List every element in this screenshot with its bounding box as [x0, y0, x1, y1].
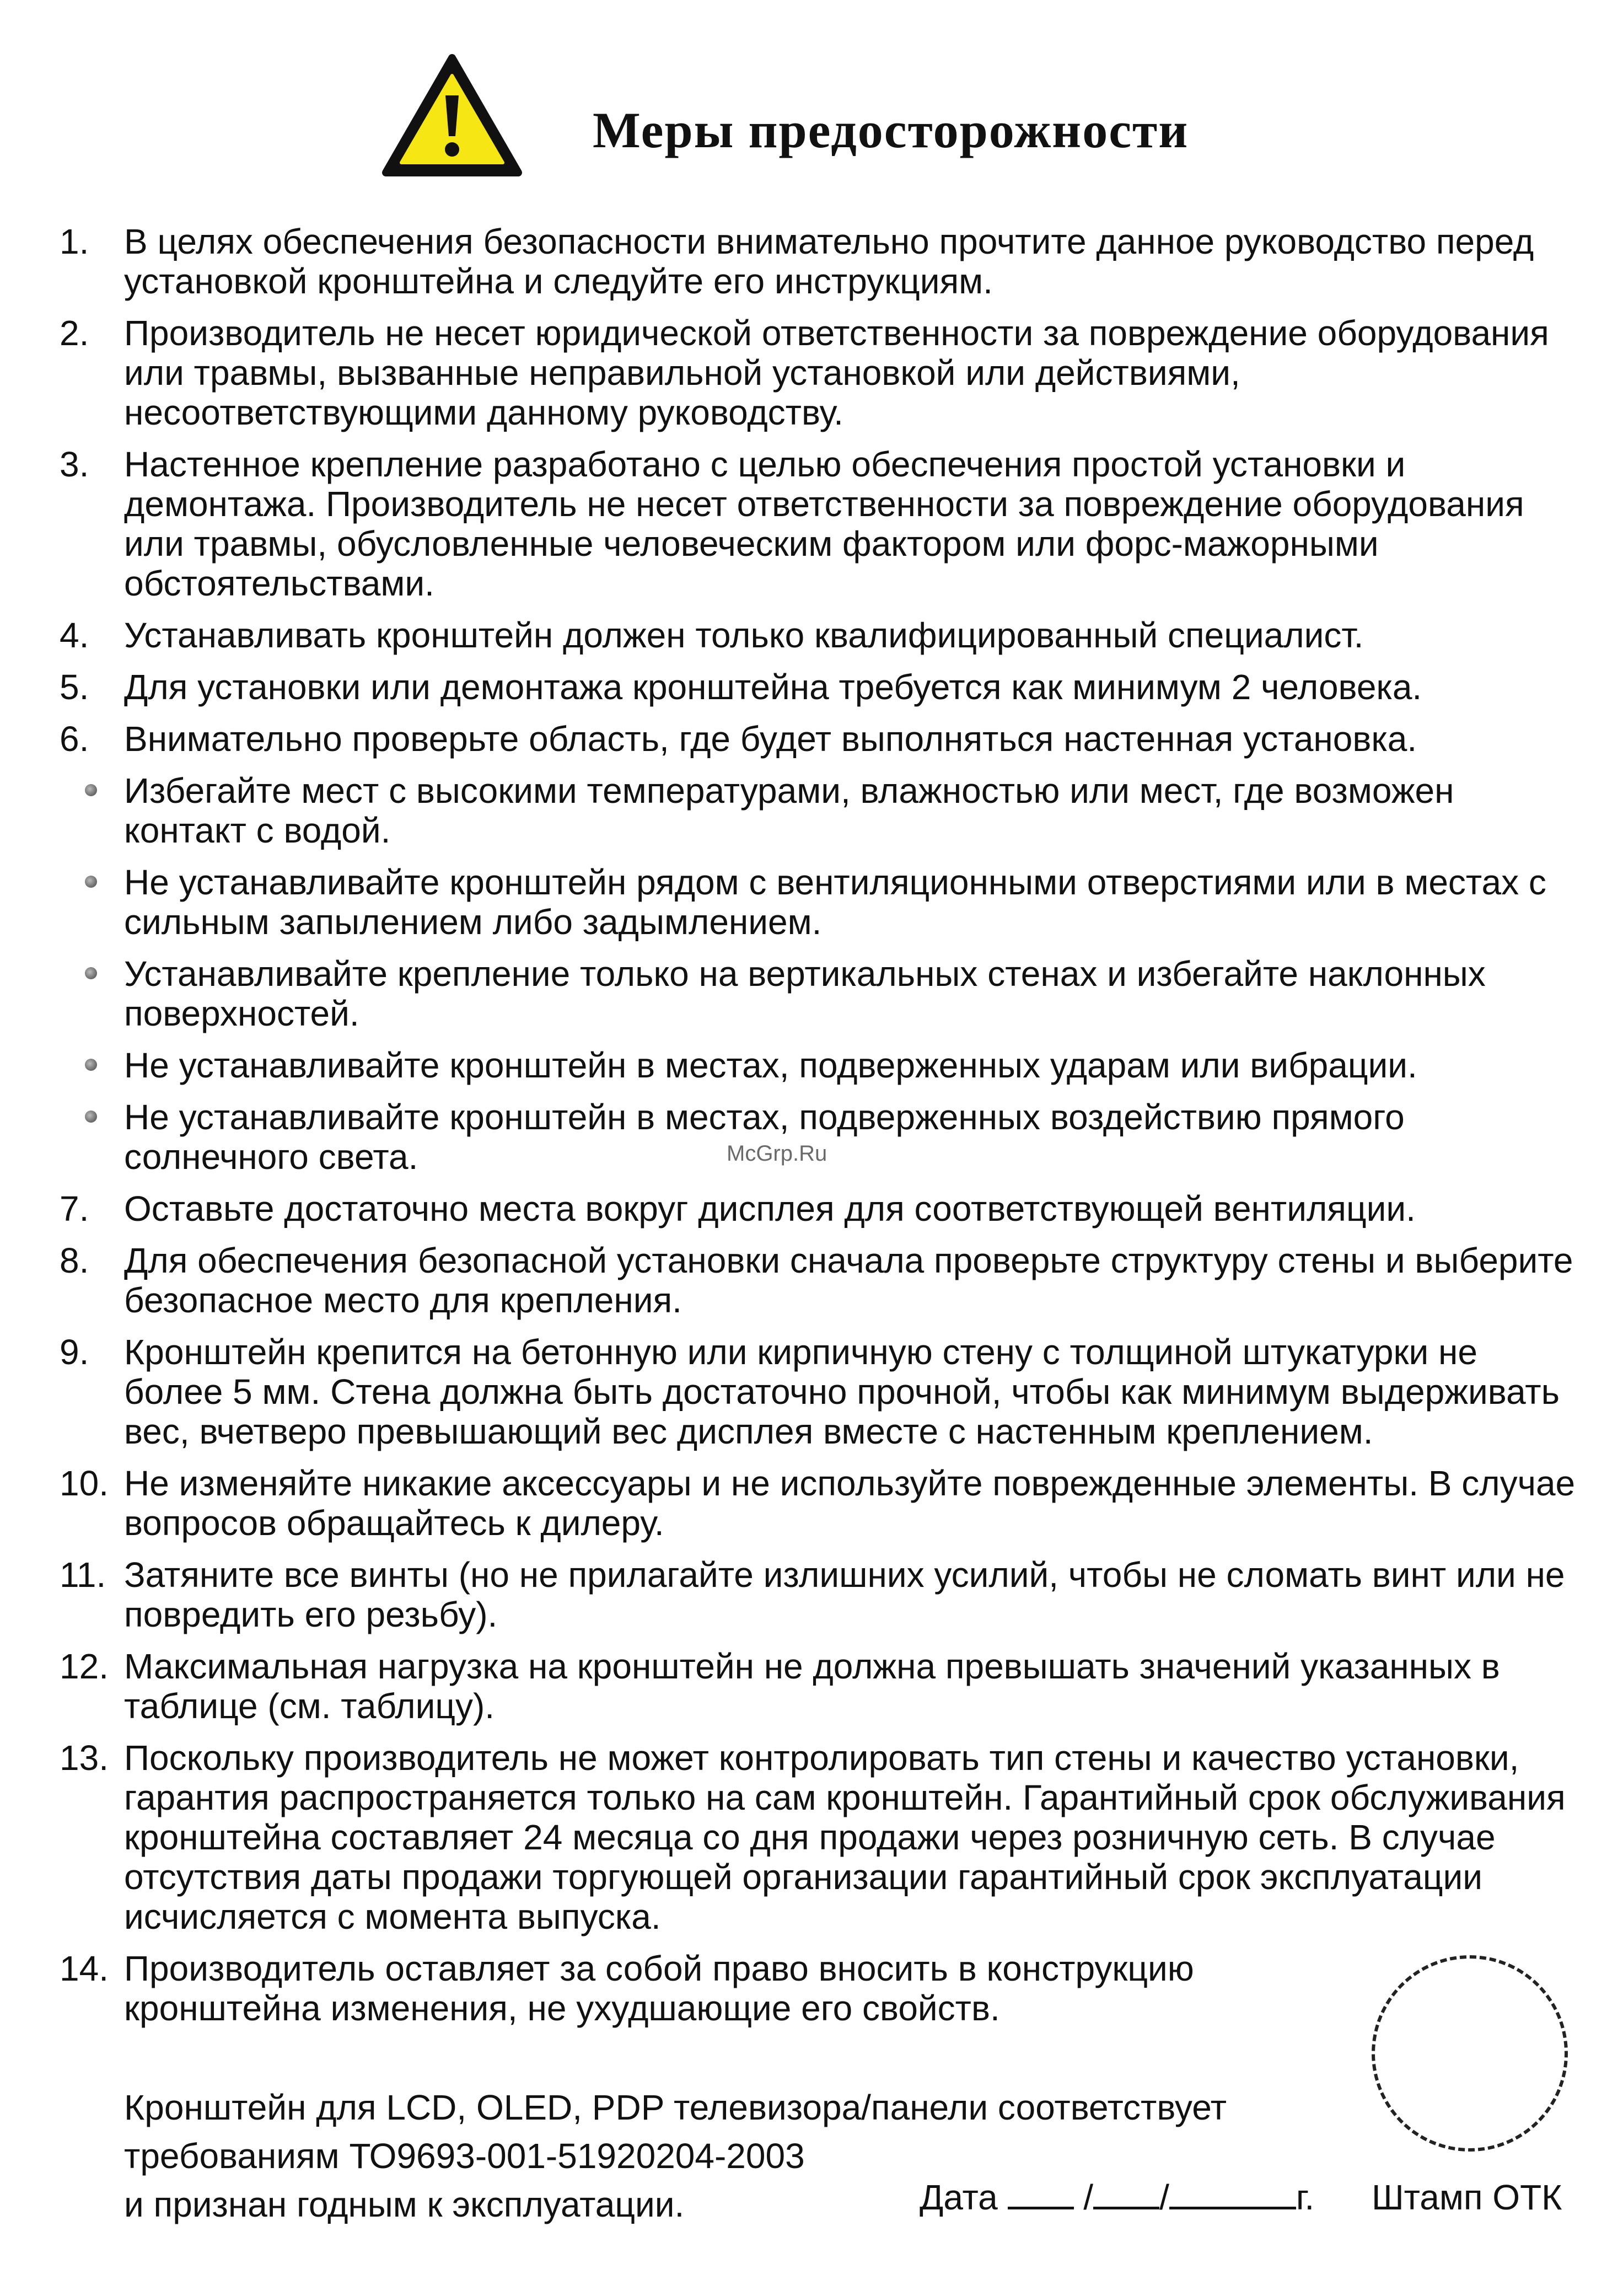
sub-list-item	[55, 862, 1577, 942]
sub-list-item	[55, 954, 1577, 1033]
item-text: Затяните все винты (но не прилагайте излишних усилий, чтобы не сломать винт или не повредить его резьбу).	[124, 1555, 1565, 1634]
sub-item-text: Не устанавливайте кронштейн в местах, подверженных ударам или вибрации.	[124, 1045, 1417, 1085]
watermark: McGrp.Ru	[727, 1141, 827, 1166]
bullet-icon	[85, 967, 97, 979]
list-item	[55, 719, 1577, 759]
item-number: 9.	[60, 1332, 89, 1372]
list-item	[55, 444, 1577, 603]
item-text: В целях обеспечения безопасности внимательно прочтите данное руководство перед установкой кронштейна и следуйте его инструкциям.	[124, 222, 1534, 301]
item-number: 11.	[60, 1555, 106, 1595]
item-number: 12.	[60, 1646, 109, 1686]
sub-list-item	[55, 771, 1577, 850]
sub-item-text: Избегайте мест с высокими температурами, влажностью или мест, где возможен контакт с водой.	[124, 771, 1454, 850]
item-text: Оставьте достаточно места вокруг дисплея для соответствующей вентиляции.	[124, 1189, 1416, 1229]
list-item	[55, 1738, 1577, 1936]
item-text: Внимательно проверьте область, где будет выполняться настенная установка.	[124, 719, 1417, 759]
list-item	[55, 313, 1577, 432]
item-number: 2.	[60, 313, 89, 353]
item-text: Не изменяйте никакие аксессуары и не используйте поврежденные элементы. В случае вопросов обращайтесь к дилеру.	[124, 1463, 1576, 1543]
footer-line: требованиям ТО9693-001-51920204-2003	[124, 2136, 805, 2176]
item-number: 4.	[60, 615, 89, 655]
item-text: Для установки или демонтажа кронштейна требуется как минимум 2 человека.	[124, 667, 1422, 707]
list-item	[55, 1555, 1577, 1634]
day-blank	[1008, 2182, 1074, 2209]
precautions-list	[55, 222, 1577, 2040]
date-label: Дата	[920, 2177, 998, 2217]
item-number: 14.	[60, 1949, 109, 1988]
item-number: 13.	[60, 1738, 109, 1778]
list-item	[55, 222, 1577, 301]
date-separator: /	[1159, 2177, 1169, 2217]
item-text: Для обеспечения безопасной установки сначала проверьте структуру стены и выберите безопасное место для крепления.	[124, 1241, 1573, 1320]
item-text: Производитель оставляет за собой право вносить в конструкцию кронштейна изменения, не ухудшающие его свойств.	[124, 1949, 1194, 2028]
item-text: Настенное крепление разработано с целью обеспечения простой установки и демонтажа. Производитель не несет ответственности за повреждение оборудования или травмы, обусловленные человеческим фактором или форс-мажорными обстоятельствами.	[124, 444, 1524, 603]
list-item	[55, 1463, 1577, 1543]
item-number: 6.	[60, 719, 89, 759]
date-separator: /	[1083, 2177, 1094, 2217]
stamp-area	[1372, 1955, 1568, 2152]
item-text: Устанавливать кронштейн должен только квалифицированный специалист.	[124, 615, 1364, 655]
footer-line: и признан годным к эксплуатации.	[124, 2185, 685, 2224]
sub-item-text: Не устанавливайте кронштейн в местах, подверженных воздействию прямого солнечного света.	[124, 1097, 1405, 1177]
item-text: Производитель не несет юридической ответственности за повреждение оборудования или травмы, вызванные неправильной установкой или действиями, несоответствующими данному руководству.	[124, 313, 1549, 432]
item-text: Максимальная нагрузка на кронштейн не должна превышать значений указанных в таблице (см. таблицу).	[124, 1646, 1500, 1726]
item-number: 10.	[60, 1463, 109, 1503]
item-number: 5.	[60, 667, 89, 707]
bullet-icon	[85, 1059, 97, 1071]
item-number: 1.	[60, 222, 89, 261]
bullet-icon	[85, 784, 97, 796]
list-item	[55, 615, 1577, 655]
item-number: 7.	[60, 1189, 89, 1229]
sub-list-item	[55, 1045, 1577, 1085]
year-blank	[1169, 2182, 1296, 2209]
bullet-icon	[85, 1111, 97, 1123]
bullet-icon	[85, 876, 97, 888]
year-suffix: г.	[1296, 2177, 1315, 2217]
list-item	[55, 1241, 1577, 1320]
list-item	[55, 1646, 1577, 1726]
list-item	[55, 1949, 1353, 2028]
list-item	[55, 667, 1577, 707]
warning-triangle-icon	[380, 52, 524, 179]
item-number: 8.	[60, 1241, 89, 1280]
sub-item-text: Устанавливайте крепление только на вертикальных стенах и избегайте наклонных поверхностей.	[124, 954, 1486, 1033]
list-item	[55, 1332, 1577, 1451]
item-text: Поскольку производитель не может контролировать тип стены и качество установки, гарантия распространяется только на сам кронштейн. Гарантийный срок обслуживания кронштейна составляет 24 месяца со дня продажи через розничную сеть. В случае отсутствия даты продажи торгующей организации гарантийный срок эксплуатации исчисляется с момента выпуска.	[124, 1738, 1566, 1936]
stamp-label: Штамп ОТК	[1372, 2177, 1562, 2217]
item-text: Кронштейн крепится на бетонную или кирпичную стену с толщиной штукатурки не более 5 мм. Стена должна быть достаточно прочной, чтобы как минимум выдерживать вес, вчетверо превышающий вес дисплея вместе с настенным креплением.	[124, 1332, 1560, 1451]
list-item	[55, 1189, 1577, 1229]
footer-line: Кронштейн для LCD, OLED, PDP телевизора/панели соответствует	[124, 2088, 1227, 2127]
date-field	[920, 2177, 1314, 2218]
header	[380, 52, 1318, 196]
sub-item-text: Не устанавливайте кронштейн рядом с вентиляционными отверстиями или в местах с сильным запылением либо задымлением.	[124, 862, 1546, 942]
item-number: 3.	[60, 444, 89, 484]
month-blank	[1093, 2182, 1159, 2209]
page-title: Меры предосторожности	[593, 102, 1189, 158]
